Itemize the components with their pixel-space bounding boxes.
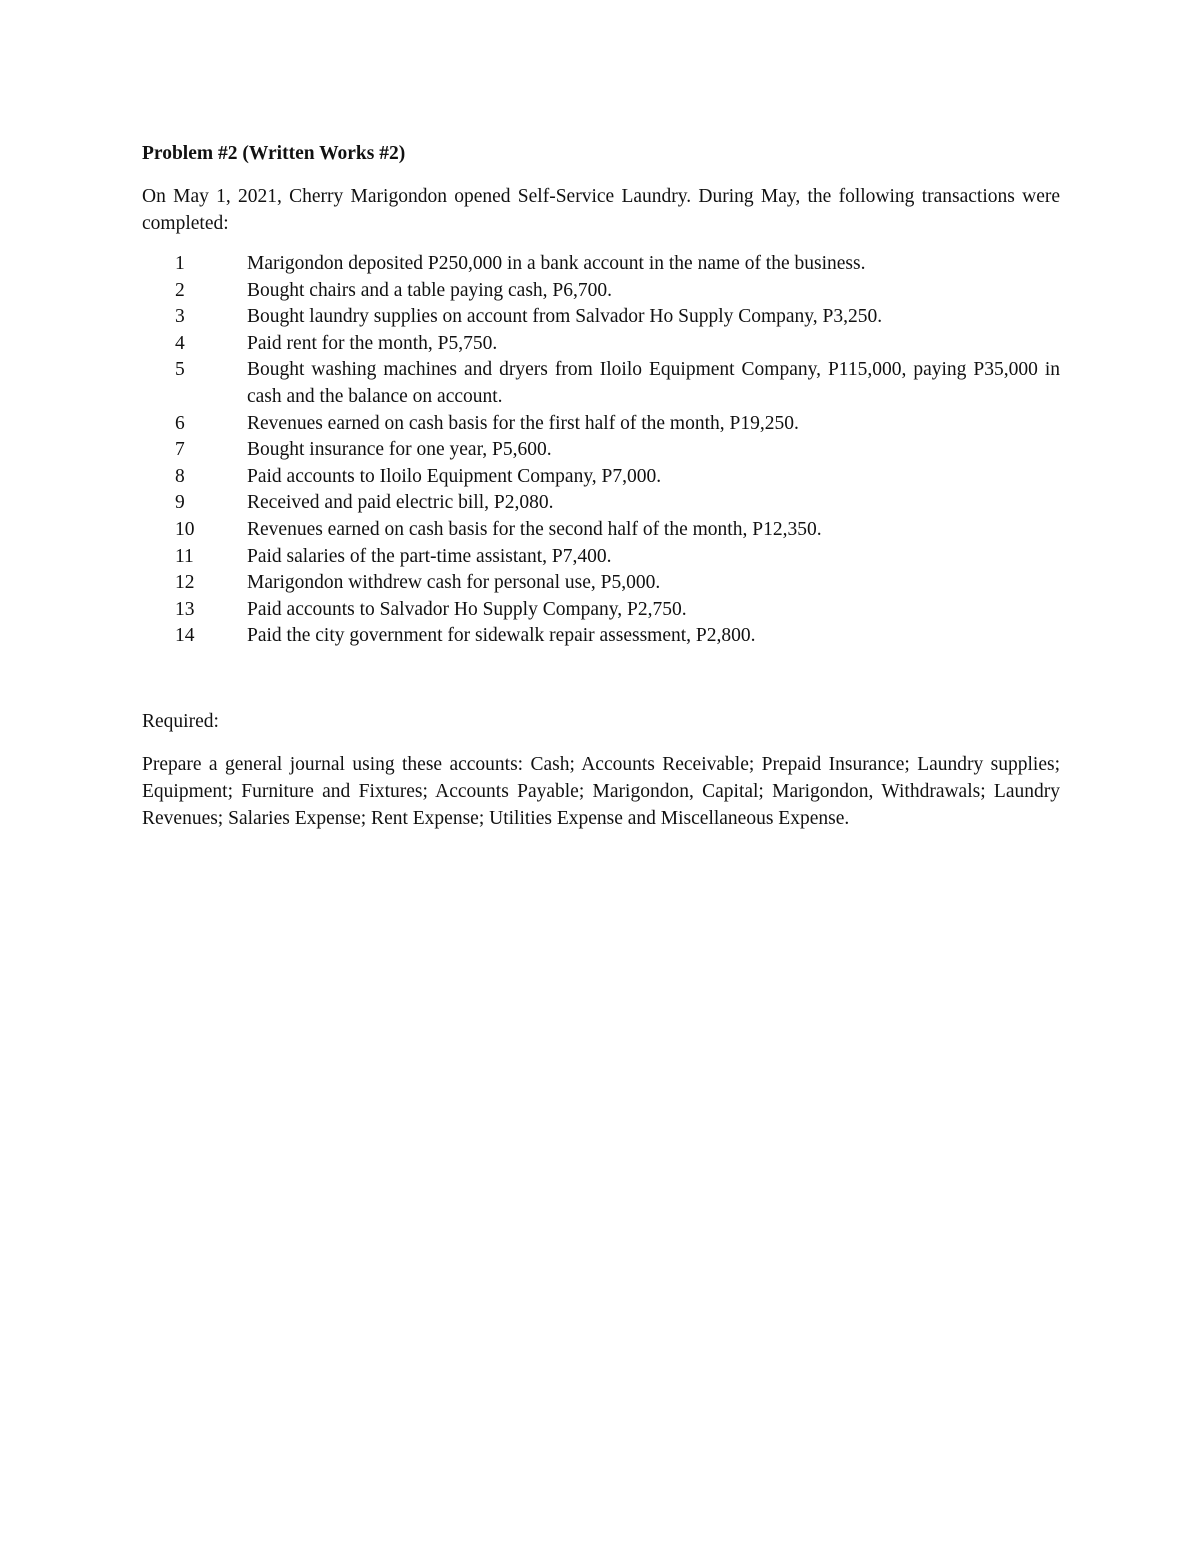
- transaction-item: [142, 411, 1060, 438]
- transaction-text: Revenues earned on cash basis for the first half of the month, P19,250.: [247, 412, 799, 434]
- transaction-number: 10: [175, 518, 195, 540]
- transaction-item: [142, 464, 1060, 491]
- transaction-item: [142, 597, 1060, 624]
- transaction-list: [142, 251, 1060, 650]
- transaction-number: 8: [175, 465, 185, 487]
- transaction-item: [142, 251, 1060, 278]
- transaction-item: [142, 544, 1060, 571]
- problem-intro: On May 1, 2021, Cherry Marigondon opened Self-Service Laundry. During May, the following transactions were completed:: [142, 186, 1060, 234]
- transaction-text: Paid the city government for sidewalk repair assessment, P2,800.: [247, 625, 756, 647]
- transaction-number: 12: [175, 572, 195, 594]
- required-label: Required:: [142, 710, 219, 732]
- transaction-text: Received and paid electric bill, P2,080.: [247, 492, 554, 514]
- transaction-text: Paid accounts to Salvador Ho Supply Company, P2,750.: [247, 598, 687, 620]
- transaction-item: [142, 304, 1060, 331]
- transaction-number: 11: [175, 545, 194, 567]
- transaction-number: 2: [175, 279, 185, 301]
- transaction-number: 6: [175, 412, 185, 434]
- transaction-text: Bought chairs and a table paying cash, P6,700.: [247, 279, 613, 301]
- transaction-text: Marigondon deposited P250,000 in a bank account in the name of the business.: [247, 253, 866, 274]
- transaction-number: 5: [175, 359, 185, 381]
- transaction-text: Bought washing machines and dryers from Iloilo Equipment Company, P115,000, paying P35,000 in cash and the balance on account.: [247, 359, 1060, 407]
- transaction-number: 9: [175, 492, 185, 514]
- transaction-number: 13: [175, 598, 195, 620]
- transaction-item: [142, 623, 1060, 650]
- required-text: Prepare a general journal using these accounts: Cash; Accounts Receivable; Prepaid Insurance; Laundry supplies; Equipment; Furniture and Fixtures; Accounts Payable; Marigondon, Capital; Marigondon, Withdrawals; Laundry Revenues; Salaries Expense; Rent Expense; Utilities Expense and Miscellaneous Expense.: [142, 753, 1060, 829]
- transaction-number: 4: [175, 332, 185, 354]
- transaction-text: Revenues earned on cash basis for the second half of the month, P12,350.: [247, 518, 822, 540]
- transaction-number: 7: [175, 439, 185, 461]
- transaction-text: Bought insurance for one year, P5,600.: [247, 439, 552, 461]
- problem-title: Problem #2 (Written Works #2): [142, 143, 406, 164]
- transaction-text: Paid salaries of the part-time assistant, P7,400.: [247, 545, 612, 567]
- transaction-text: Marigondon withdrew cash for personal use, P5,000.: [247, 572, 661, 594]
- transaction-item: [142, 357, 1060, 410]
- transaction-item: [142, 437, 1060, 464]
- transaction-number: 14: [175, 625, 195, 647]
- transaction-item: [142, 278, 1060, 305]
- document-page: [142, 140, 1060, 832]
- transaction-item: [142, 490, 1060, 517]
- transaction-text: Bought laundry supplies on account from Salvador Ho Supply Company, P3,250.: [247, 306, 883, 328]
- transaction-item: [142, 517, 1060, 544]
- transaction-number: 3: [175, 306, 185, 328]
- transaction-text: Paid rent for the month, P5,750.: [247, 332, 498, 354]
- transaction-text: Paid accounts to Iloilo Equipment Company, P7,000.: [247, 465, 662, 487]
- transaction-number: 1: [175, 253, 185, 274]
- transaction-item: [142, 331, 1060, 358]
- transaction-item: [142, 570, 1060, 597]
